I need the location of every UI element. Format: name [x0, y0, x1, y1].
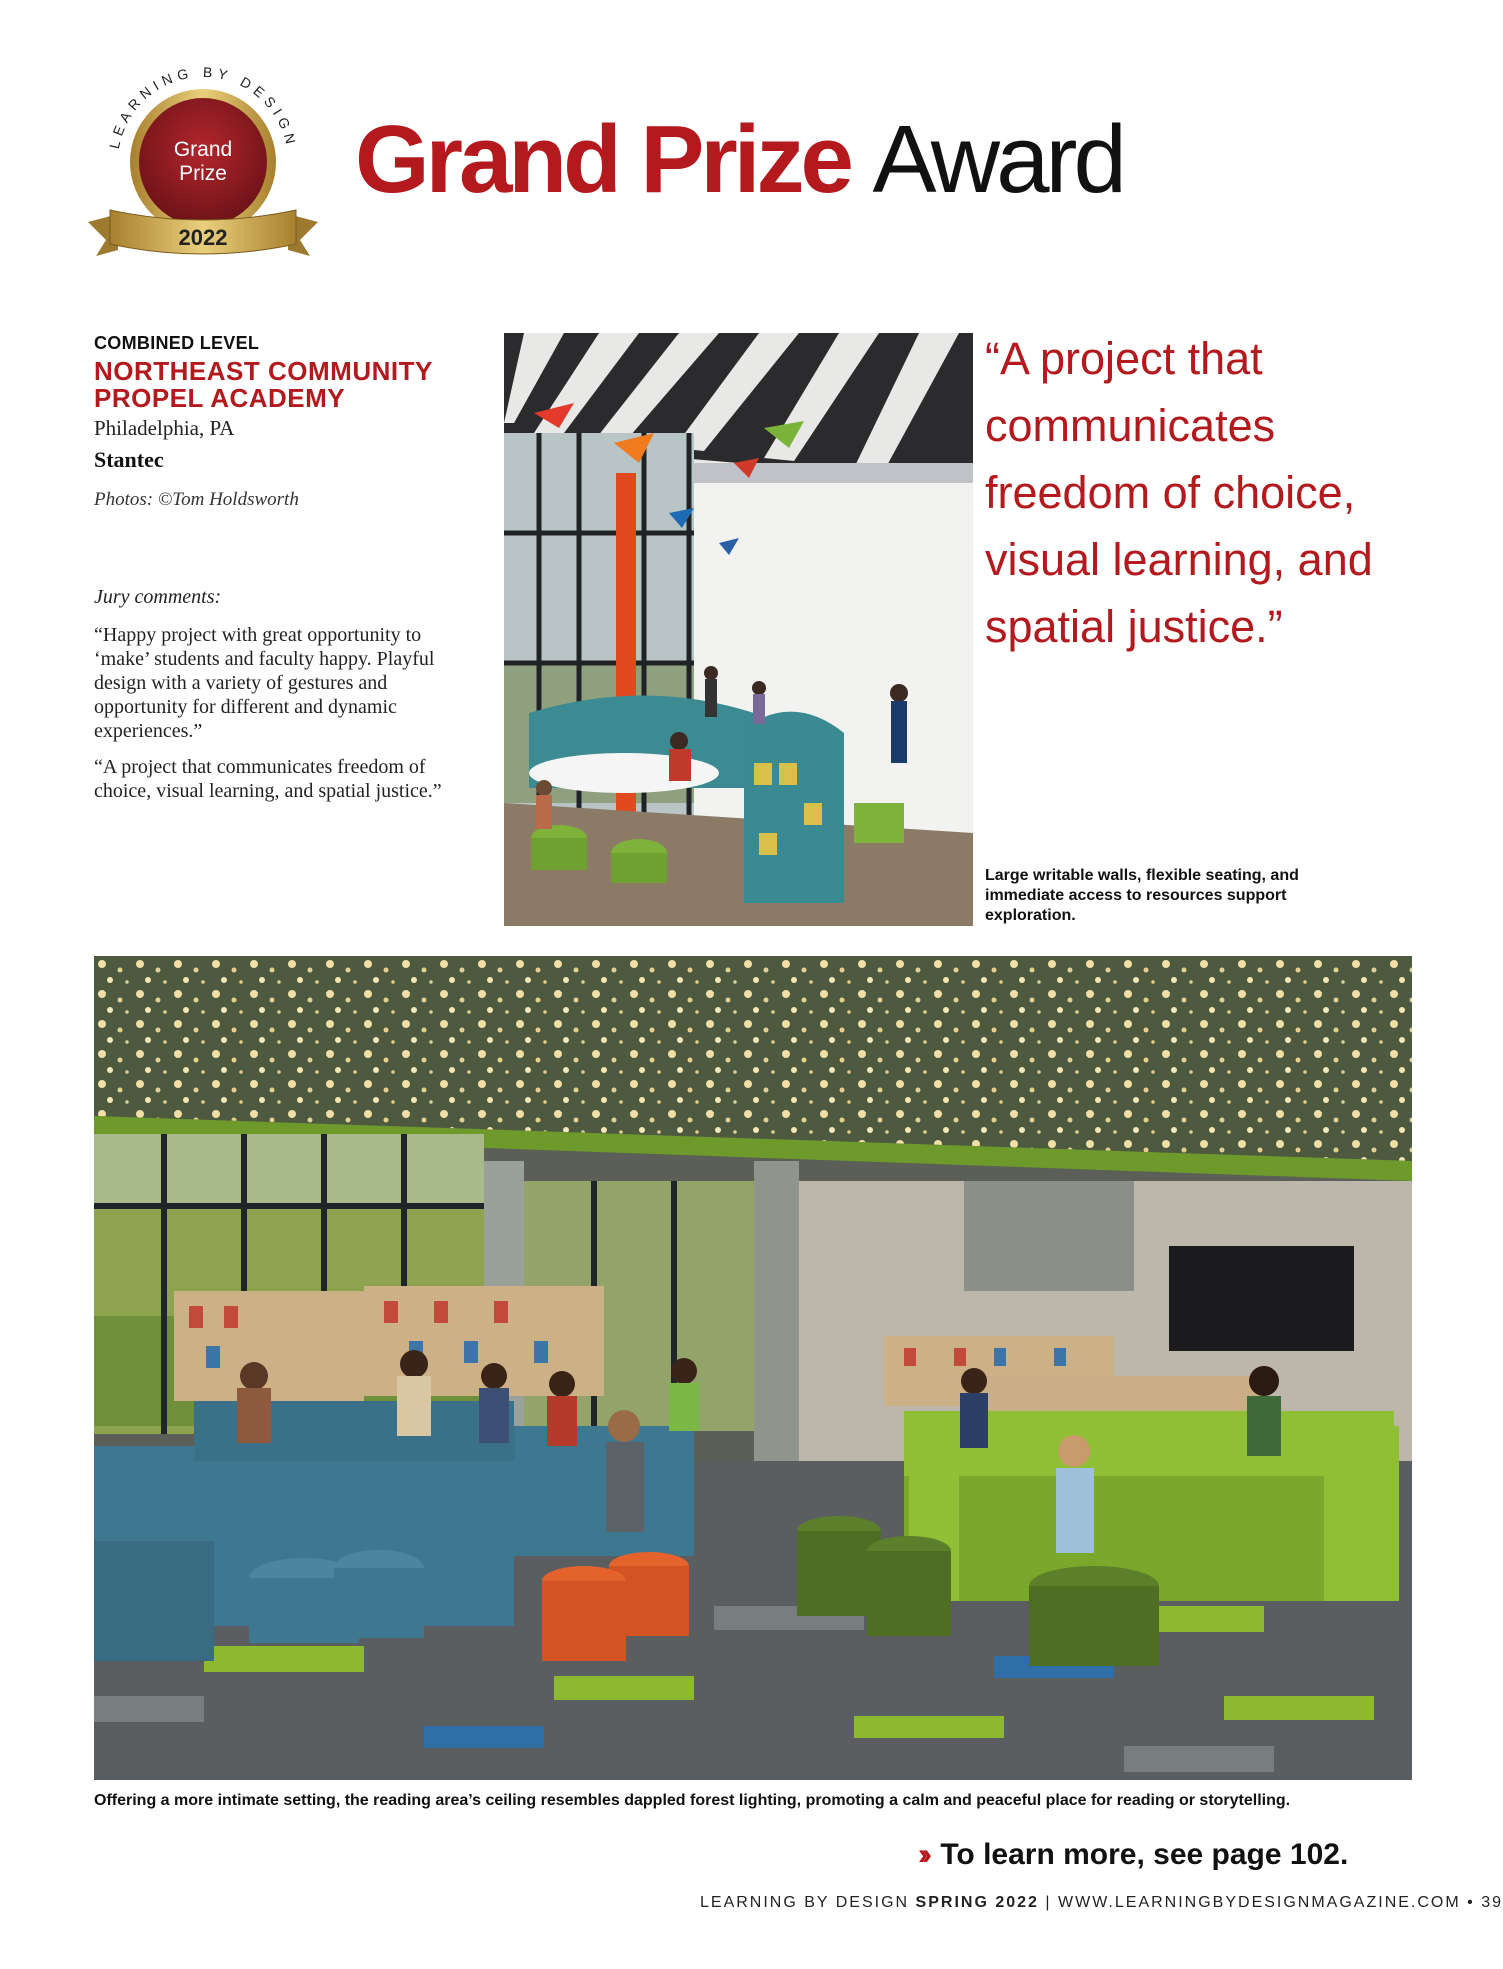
project-location: Philadelphia, PA [94, 416, 235, 440]
photo-credit: Photos: ©Tom Holdsworth [94, 489, 299, 510]
jury-comment-2: “A project that communicates freedom of choice, visual learning, and spatial justice.” [94, 756, 442, 802]
footer-separator: | [1045, 1894, 1052, 1911]
main-photo-caption: Offering a more intimate setting, the reading area’s ceiling resembles dappled forest lighting, promoting a calm and peaceful place for reading or storytelling. [94, 1792, 1291, 1809]
grand-prize-badge [88, 44, 318, 274]
page-footer [700, 1894, 1503, 1912]
pull-quote: “A project that communicates freedom of choice, visual learning, and spatial justice.” [985, 333, 1373, 652]
project-info [94, 333, 494, 511]
badge-arc-text: LEARNING BY DESIGN [105, 63, 301, 151]
writable-walls-photo [504, 333, 973, 926]
learn-more [918, 1838, 1348, 1872]
reading-area-photo [94, 956, 1412, 1780]
footer-bullet: • [1467, 1894, 1475, 1911]
title-red: Grand Prize [355, 106, 850, 213]
jury-heading: Jury comments: [94, 586, 222, 608]
chevron-right-icon: ›› [918, 1838, 926, 1871]
footer-issue: SPRING 2022 [915, 1894, 1039, 1911]
badge-year: 2022 [178, 225, 228, 250]
jury-comments [94, 586, 474, 815]
top-photo-caption: Large writable walls, flexible seating, and immediate access to resources support exploration. [985, 867, 1299, 924]
jury-comment-1: “Happy project with great opportunity to ‘make’ students and faculty happy. Playful design with a variety of gestures and opportunity for different and dynamic experiences.” [94, 624, 435, 742]
title-black: Award [872, 106, 1123, 213]
page-number: 39 [1481, 1894, 1503, 1911]
learn-more-text: To learn more, see page 102. [940, 1838, 1349, 1871]
page-title [355, 106, 1123, 213]
project-name-line1: NORTHEAST COMMUNITY [94, 356, 433, 386]
award-level: COMBINED LEVEL [94, 333, 260, 353]
project-name-line2: PROPEL ACADEMY [94, 383, 346, 413]
footer-magazine: LEARNING BY DESIGN [700, 1894, 910, 1911]
footer-website: WWW.LEARNINGBYDESIGNMAGAZINE.COM [1058, 1894, 1461, 1911]
badge-line1: Grand [173, 138, 233, 161]
badge-line2: Prize [179, 162, 227, 185]
project-firm: Stantec [94, 447, 164, 472]
